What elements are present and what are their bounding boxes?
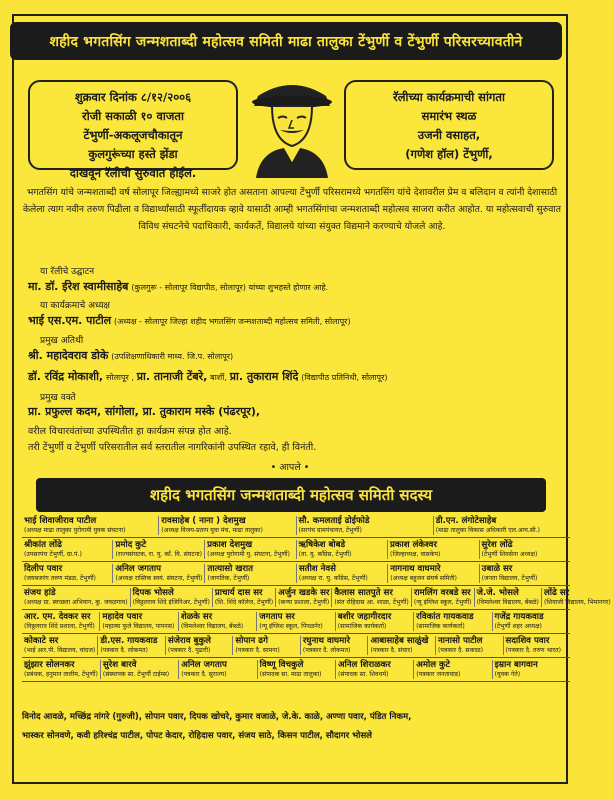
member-name: आबासाहेब साळुंखे	[370, 636, 429, 646]
member-name: रघुनाथ वाघमारे	[302, 636, 350, 646]
closing-line-1: वरील विचारवंतांच्या उपस्थितीत हा कार्यक्रम संपन्न होत आहे.	[28, 426, 232, 437]
member-cell	[22, 588, 131, 607]
member-cell	[213, 588, 276, 607]
member-role: (टेंभुर्णी शिवसेना अध्यक्ष)	[481, 551, 538, 558]
member-role: (महात्मा फुले विद्यालय, पापनस)	[102, 623, 175, 630]
member-role: (राज्यसंघटक, रा. यु. कॉं. वि. संघटना)	[115, 551, 203, 558]
member-role: (संपादक सा. माढा तालुका)	[259, 671, 322, 678]
member-cell	[493, 612, 570, 631]
guest-4-note: (विद्यापीठ प्रतिनिधी, सोलापूर)	[301, 373, 388, 382]
member-name: अनिल जगताप	[181, 660, 227, 670]
member-name: कैलास सातपुते सर	[334, 588, 393, 598]
member-role: (अध्यक्ष रा. यु. कॉंग्रेस, टेंभुर्णी)	[298, 575, 368, 582]
member-cell	[179, 660, 257, 679]
member-name: जगताप सर	[259, 612, 295, 622]
member-name: प्रमोद कुटे	[115, 540, 147, 550]
member-name: सुरेश बारवे	[102, 660, 137, 670]
member-role: (शि. शिंदे कॉलेज, टेंभुर्णी)	[214, 599, 274, 606]
member-role: (अध्यक्ष विजय-प्रताप युवा मंच, माढा तालुका)	[161, 527, 263, 534]
speakers-line	[28, 404, 558, 419]
member-name: रामलिंग वरबडे सर	[413, 588, 471, 598]
president-line	[28, 313, 558, 328]
member-role: (पत्रकार दै. सुराज्य)	[181, 671, 227, 678]
member-cell	[276, 588, 332, 607]
member-name: शेळके सर	[180, 612, 213, 622]
member-name: बशीर जहागीरदार	[337, 612, 392, 622]
president-heading: या कार्यक्रमाचे अध्यक्ष	[40, 301, 111, 311]
member-name: डी.एस. गायकवाड	[100, 636, 158, 646]
member-cell	[22, 612, 100, 631]
venue-line-3: उजनी वसाहत,	[417, 128, 481, 142]
poster-title: शहीद भगतसिंग जन्मशताब्दी महोत्सव समिती माढा तालुका टेंभुर्णी व टेंभुर्णी परिसरच्यावतीने	[10, 22, 562, 60]
member-cell	[414, 612, 492, 631]
member-role: (उपसरपंच टेंभुर्णी, ग्रा.पं.)	[24, 551, 82, 558]
closing-line-2: तरी टेंभुर्णी व टेंभुर्णी परिसरातील सर्व स्तरातील नागरिकांनी उपस्थित रहावे, ही विनंती.	[28, 442, 317, 453]
member-role: (पत्रकार दै. पुढारी)	[167, 647, 211, 654]
member-name: डी.एन. लंगोटेसाहेब	[435, 516, 497, 526]
member-role: (विमलेश्वर विद्यालय, बेंबळे)	[476, 599, 539, 606]
member-name: संजय हांडे	[24, 588, 56, 598]
member-cell	[258, 660, 336, 679]
inauguration-line	[28, 279, 558, 294]
inaugurator-note: (कुलगुरू - सोलापूर विद्यापीठ, सोलापूर) यांच्या शुभहस्ते होणार आहे.	[131, 283, 329, 292]
inauguration-heading: या रॅलीचे उद्घाटन	[40, 267, 95, 277]
member-name: प्रकाश देशमुख	[207, 540, 253, 550]
member-role: (संस्थापक सा. टेंभुर्णी टाईम्स)	[102, 671, 170, 678]
member-name: संजेराव बुकुले	[167, 636, 211, 646]
member-role: (पत्रकार जनतावाड)	[416, 671, 461, 678]
member-cell	[493, 660, 570, 679]
apale-label: • आपले •	[270, 462, 310, 473]
member-cell	[436, 636, 504, 655]
member-role: (अध्यक्ष माढा तालुका पुरोगामी युवक संघटना)	[24, 527, 126, 534]
member-role: (पत्रकार दै. सामना)	[235, 647, 280, 654]
member-cell	[542, 588, 613, 607]
member-cell	[131, 588, 213, 607]
member-role: (भाई आर.पी. विद्यालय, चांदज)	[24, 647, 96, 654]
member-cell	[101, 660, 179, 679]
member-name: नागनाथ वाघमारे	[390, 564, 441, 574]
member-cell	[414, 660, 492, 679]
member-cell	[205, 540, 296, 559]
member-name: गजेंद्र गायकवाड	[494, 612, 544, 622]
member-name: रावसाहेब ( नाना ) देशमुख	[161, 516, 246, 526]
member-cell	[504, 636, 571, 655]
member-role: (संत रोहिदास आ. शाळा, टेंभुर्णी)	[334, 599, 409, 606]
president-name: भाई एस.एम. पाटील	[28, 314, 112, 327]
member-role: (जिल्हाध्यक्ष, वासकेप)	[390, 551, 441, 558]
member-role: (जयबजरंग तरुण मंडळ, टेंभुर्णी)	[24, 575, 96, 582]
member-row	[22, 586, 611, 610]
member-name: ऋषिकेश बोबडे	[298, 540, 346, 550]
member-cell	[297, 564, 388, 583]
member-cell	[297, 540, 388, 559]
member-cell	[22, 636, 98, 655]
member-name: उबाळे सर	[481, 564, 513, 574]
venue-line-1: रॅलीच्या कार्यक्रमाची सांगता	[393, 90, 505, 104]
member-role: (टेंभुर्णी शहर अध्यक्ष)	[494, 623, 542, 630]
member-cell	[113, 564, 205, 583]
member-cell	[480, 564, 570, 583]
guest-2-name: डॉ. रविंद्र मोकाशी,	[28, 370, 104, 383]
member-name: दिपक भोसले	[132, 588, 174, 598]
member-row	[22, 658, 570, 682]
member-role: (पत्रकार दै. संचार)	[370, 647, 413, 654]
member-role: (सामाजिक कार्यकर्ता)	[416, 623, 465, 630]
member-cell	[297, 516, 434, 535]
member-name: सोपान ढगे	[235, 636, 268, 646]
member-cell	[475, 588, 542, 607]
member-cell	[388, 540, 479, 559]
member-cell	[22, 660, 101, 679]
member-row	[22, 562, 570, 586]
member-row	[22, 514, 570, 538]
member-cell	[22, 516, 159, 535]
member-name: लोंढे सर	[543, 588, 570, 598]
member-role: (पत्रकार दै. तरुण भारत)	[505, 647, 562, 654]
member-role: (विमलेश्वर विद्यालय, बेंबळे)	[180, 623, 244, 630]
member-role: (कन्या प्रशाला, टेंभुर्णी)	[278, 599, 330, 606]
member-role: (शिवाजी विद्यालय, भिमानगर)	[543, 599, 611, 606]
member-name: श्रीकांत लोंढे	[24, 540, 62, 550]
member-role: (पत्रकार दै. सकाळ)	[437, 647, 484, 654]
guest-line-1	[28, 348, 558, 363]
member-role: (न्यू इंग्लिश स्कूल, टेंभुर्णी)	[413, 599, 472, 606]
guest-3-name: प्रा. तानाजी टेंबरे,	[136, 370, 208, 383]
guests-heading: प्रमुख अतिथी	[40, 336, 84, 346]
time-line: रोजी सकाळी १० वाजता	[82, 109, 184, 123]
member-role: (विठ्ठलराव शिंदे प्रशाला, टेंभुर्णी)	[24, 623, 95, 630]
member-cell	[257, 612, 335, 631]
member-role: (संपादक सा. शिवधर्म)	[337, 671, 389, 678]
speakers-heading: प्रमुख वक्ते	[40, 393, 76, 403]
member-row	[22, 610, 570, 634]
member-name: सौ. कमलताई ढोईफोडे	[298, 516, 370, 526]
member-name: तात्यासो खरात	[207, 564, 254, 574]
flag-line: कुलगुरूंच्या हस्ते झेंडा	[88, 147, 178, 161]
member-role: (सामाजिक कार्यकर्ता)	[337, 623, 387, 630]
member-name: सदाशिव पवार	[505, 636, 550, 646]
member-role: (अध्यक्ष रास्तिक स्वयं. संघटना, टेंभुर्णी)	[115, 575, 203, 582]
member-name: महादेव पवार	[102, 612, 143, 622]
member-name: इम्रान बागवान	[494, 660, 538, 670]
route-line: टेंभुर्णी-अकलूजचौकातून	[83, 128, 183, 142]
members-list-line-2: भास्कर सोनवणे, कवी हरिश्चंद्र पाटील, पोपट केदार, रोहिदास पवार, संजय साठे, किसन पाटील, सौदागर भोसले	[22, 731, 372, 741]
members-list-line-1: विनोद आवळे, मच्छिंद्र नांगरे (गुरुजी), सोपान पवार, दिपक खोचरे, कुमार वजाळे, जे.के. काळे, अण्णा पवार, पंडित निकम,	[22, 712, 412, 722]
member-role: (प्रबंधक, हनुमान तालीम, टेंभुर्णी)	[24, 671, 98, 678]
member-cell	[205, 564, 296, 583]
member-role: (न्यू इंग्लिश स्कूल, पिंपळनेर)	[259, 623, 323, 630]
member-cell	[388, 564, 479, 583]
member-name: विष्णू विचकुले	[259, 660, 304, 670]
member-name: अनिल शिराळकर	[337, 660, 391, 670]
member-name: प्रकाश लंकेश्वर	[390, 540, 437, 550]
member-row	[22, 538, 570, 562]
date-line: शुक्रवार दिनांक ८/१२/२००६	[74, 90, 192, 104]
bhagat-singh-portrait-icon	[244, 66, 340, 178]
members-title: शहीद भगतसिंग जन्मशताब्दी महोत्सव समिती सदस्य	[36, 478, 546, 512]
member-name: रविकांत गायकवाड	[416, 612, 474, 622]
member-role: (अध्यक्ष बहुजन संघर्ष समिती)	[390, 575, 457, 582]
start-line: दाखवून रॅलीची सुरुवात होईल.	[69, 166, 197, 180]
member-name: सतीश नेवसे	[298, 564, 336, 574]
date-box	[28, 80, 238, 180]
member-name: कोकाटे सर	[24, 636, 59, 646]
members-table	[22, 514, 611, 682]
guest-1-name: श्री. महादेवराव डोके	[28, 349, 109, 362]
guest-line-2	[28, 369, 558, 384]
member-role: (पत्रकार दै. लोकमत)	[302, 647, 351, 654]
member-row	[22, 634, 570, 658]
member-name: दिलीप पवार	[24, 564, 63, 574]
president-note: (अध्यक्ष - सोलापूर जिल्हा शहीद भगतसिंग जन्मशताब्दी महोत्सव समिती, सोलापूर)	[114, 317, 351, 326]
member-role: (अध्यक्ष पुरोगामी यु. संघटना, टेंभुर्णी)	[207, 551, 290, 558]
venue-box	[344, 80, 554, 170]
member-role: (माढा तालुका विकास अधिकारी एल.आय.सी.)	[435, 527, 540, 534]
member-name: जे.जे. भोसले	[476, 588, 519, 598]
member-name: झुंझार सोलनकर	[24, 660, 75, 670]
member-role: (जनता विद्यालय, टेंभुर्णी)	[481, 575, 538, 582]
member-role: (युवक नेते)	[494, 671, 521, 678]
member-cell	[159, 516, 296, 535]
member-cell	[480, 540, 570, 559]
intro-paragraph: भगतसिंग यांचे जन्मशताब्दी वर्ष सोलापूर जिल्ह्यामध्ये साजरे होत असताना आपल्या टेंभुर्णी परिसरामध्ये भगतसिंग यांचे देशावरील प्रेम व बलिदान व त्यांनी देशासाठी केलेला त्याग नवीन तरुण पिढीला व विद्यार्थ्यांसाठी स्फूर्तीदायक व्हावे यासाठी आम्ही भगतसिंगांचा जन्मशताब्दी महोत्सव साजरा करीत आहोत. या महोत्सवाची सुरुवात विविध संघटनेचे पदाधिकारी, कार्यकर्ते, विद्यालये यांच्या संयुक्त विद्यमाने करण्याचे योजले आहे.	[23, 187, 561, 232]
venue-line-4: (गणेश हॉल) टेंभुर्णी,	[405, 147, 493, 161]
member-name: अमोल कुटे	[416, 660, 450, 670]
guest-1-note: (उपशिक्षणाधिकारी माध्य. जि.प. सोलापूर)	[111, 352, 234, 361]
member-cell	[166, 636, 234, 655]
member-name: भाई शिवाजीराव पाटील	[24, 516, 97, 526]
member-role: (पत्रकार दै. लोकमत)	[100, 647, 148, 654]
member-cell	[336, 612, 414, 631]
guest-2-place: सोलापूर ,	[105, 373, 134, 382]
member-cell	[98, 636, 166, 655]
member-name: नानासो पाटील	[437, 636, 483, 646]
guest-4-name: प्रा. तुकाराम शिंदे	[229, 370, 299, 383]
member-cell	[233, 636, 301, 655]
member-cell	[179, 612, 257, 631]
member-name: आर. एम. देवकर सर	[24, 612, 91, 622]
member-cell	[332, 588, 411, 607]
member-name: प्राचार्य दास सर	[214, 588, 263, 598]
member-role: (जागतिक, टेंभुर्णी)	[207, 575, 250, 582]
inaugurator-name: मा. डॉ. ईरेश स्वामीसाहेब	[28, 280, 129, 293]
member-name: अर्जुन खडके सर	[278, 588, 330, 598]
member-cell	[368, 636, 436, 655]
member-name: अनिल जगताप	[115, 564, 161, 574]
member-name: सुरेश लोंढे	[481, 540, 513, 550]
member-cell	[100, 612, 178, 631]
guest-3-place: बार्शी,	[210, 373, 227, 382]
member-cell	[336, 660, 414, 679]
member-cell	[22, 540, 113, 559]
member-cell	[113, 540, 205, 559]
member-role: (विठ्ठलराव शिंदे इंजिनिअर, टेंभुर्णी)	[132, 599, 210, 606]
speakers-names: प्रा. प्रफुल्ल कदम, सांगोला, प्रा. तुकाराम मस्के (पंढरपूर),	[28, 405, 261, 418]
member-role: (ता. यु. काँग्रेस, टेंभुर्णी)	[298, 551, 352, 558]
member-cell	[22, 564, 113, 583]
member-cell	[412, 588, 475, 607]
member-role: (सरपंच ग्रामपंचायत, टेंभुर्णी)	[298, 527, 362, 534]
venue-line-2: समारंभ स्थळ	[421, 109, 477, 123]
member-cell	[301, 636, 369, 655]
member-role: (अध्यक्ष ग्रा. स्वच्छता अभियान, कु. जवळगाव)	[24, 599, 128, 606]
member-cell	[434, 516, 570, 535]
